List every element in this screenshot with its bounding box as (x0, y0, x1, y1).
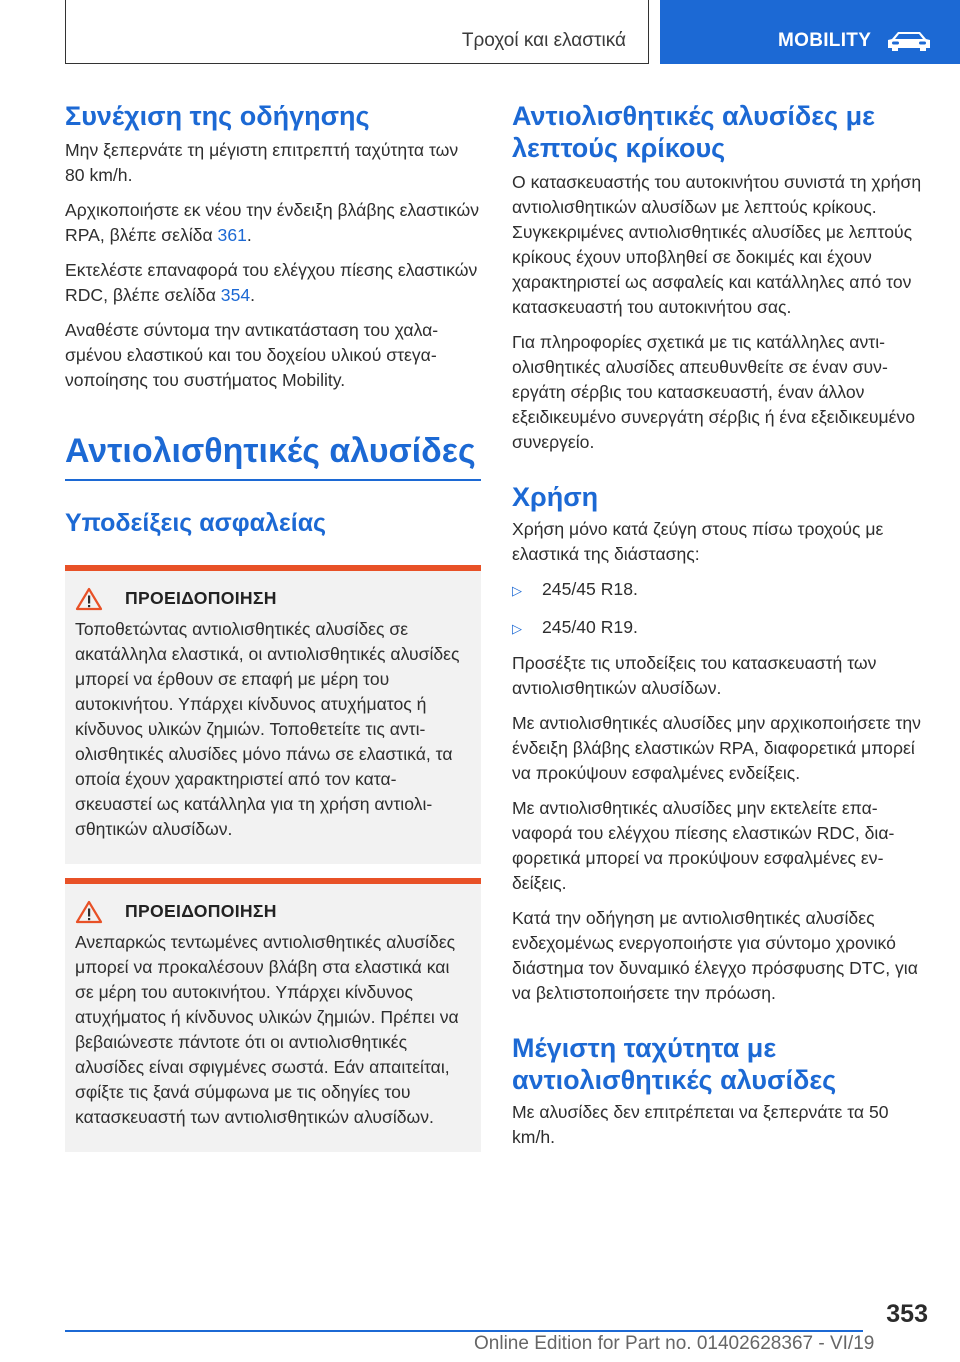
warning-title: ΠΡΟΕΙΔΟΠΟΙΗΣΗ (125, 901, 277, 921)
header-section-tab (65, 0, 649, 64)
section-title: Τροχοί και ελαστικά (461, 30, 626, 51)
paragraph: Ο κατασκευαστής του αυτοκινήτου συνιστά τη χρήση αντιολισθητικών αλυσίδων με λεπτούς κρίκους. Συγκεκριμένες αντιολισθητικές αλυσίδες με λεπτούς κρίκους έχουν υποβληθεί σε δοκιμές και έχουν χαρακτηριστεί ως ασφαλείς και κατάλληλες από τον κατασκευαστή του αυτοκινήτου σας. (512, 172, 922, 317)
warning-icon (75, 587, 103, 611)
paragraph: Προσέξτε τις υποδείξεις του κατασκευαστή των αντιολισθητικών αλυσίδων. (512, 653, 877, 698)
paragraph: Κατά την οδήγηση με αντιολισθητικές αλυσίδες ενδεχομένως ενεργοποιήστε για σύντομο χρονικό διάστημα τον δυναμικό έλεγχο πρόσφυσης DTC, για να βελτιστοποιήσετε την πρόωση. (512, 908, 918, 1003)
warning-icon (75, 900, 103, 924)
paragraph: Με αντιολισθητικές αλυσίδες μην αρχικοποιήσετε την ένδειξη βλάβης ελαστικών RPA, διαφορετικά μπορεί να προκύψουν εσφαλμένες ενδείξεις. (512, 713, 921, 783)
paragraph: Μην ξεπερνάτε τη μέγιστη επιτρεπτή ταχύτητα των 80 km/h. (65, 140, 459, 185)
heading-continue-driving: Συνέχιση της οδήγησης (65, 101, 370, 131)
heading-use: Χρήση (512, 482, 599, 512)
warning-text: Τοποθετώντας αντιολισθητικές αλυσίδες σε ακατάλληλα ελαστικά, οι αντιολισθητικές αλυσίδες μπορεί να έρθουν σε επαφή με μέρη του αυτοκινήτου. Υπάρχει κίνδυνος ατυχήματος ή κίνδυνος υλικών ζημιών. Τοποθετείτε τις αντιολισθητικές αλυσίδες μόνο πάνω σε ελαστικά, τα οποία έχουν χαρακτηριστεί από τον κατασκευαστεί ως κατάλληλα για τη χρήση αντιολισθητικών αλυσίδων. (75, 618, 460, 839)
paragraph: Με αλυσίδες δεν επιτρέπεται να ξεπερνάτε τα 50 km/h. (512, 1102, 889, 1147)
edition-note: Online Edition for Part no. 01402628367 - VI/19 (474, 1333, 875, 1354)
paragraph: Χρήση μόνο κατά ζεύγη στους πίσω τροχούς με ελαστικά της διάστασης: (512, 519, 884, 564)
warning-title: ΠΡΟΕΙΔΟΠΟΙΗΣΗ (125, 588, 277, 608)
heading-max-speed: Μέγιστη ταχύτητα με αντιολισθητικές αλυσίδες (512, 1033, 837, 1095)
paragraph: Αναθέστε σύντομα την αντικατάσταση του χαλασμένου ελαστικού και του δοχείου υλικού στεγανοποίησης του συστήματος Mobility. (65, 320, 439, 390)
left-column (65, 100, 481, 1152)
bullet-triangle-icon: ▷ (512, 621, 522, 636)
right-column (512, 100, 928, 1150)
tire-size-list (512, 577, 928, 641)
paragraph: Για πληροφορίες σχετικά με τις κατάλληλες αντιολισθητικές αλυσίδες απευθυνθείτε σε έναν συνεργάτη σέρβις του κατασκευαστή, έναν άλλον εξειδικευμένο συνεργάτη σέρβις ή ένα εξειδικευμένο συνεργείο. (512, 332, 916, 452)
car-icon (886, 30, 932, 52)
page-link-361[interactable]: 361 (217, 225, 247, 245)
warning-box (65, 565, 481, 864)
paragraph-rdc: Εκτελέστε επαναφορά του ελέγχου πίεσης ελαστικών RDC, βλέπε σελίδα 354. (65, 260, 478, 305)
heading-snow-chains: Αντιολισθητικές αλυσίδες (65, 432, 476, 470)
chapter-tab[interactable] (660, 0, 960, 64)
warning-box (65, 878, 481, 1152)
warning-text: Ανεπαρκώς τεντωμένες αντιολισθητικές αλυσίδες μπορεί να προκαλέσουν βλάβη στα ελαστικά και σε μέρη του αυτοκινήτου. Υπάρχει κίνδυνος ατυχήματος ή κίνδυνος υλικών ζημιών. Πρέπει να βεβαιώνεστε πάντοτε ότι οι αντιολισθητικές αλυσίδες είναι σφιγμένες σωστά. Εάν απαιτείται, σφίξτε τις ξανά σύμφωνα με τις οδηγίες του κατασκευαστή των αντιολισθητικών αλυσίδων. (75, 931, 459, 1127)
heading-thin-link-chains: Αντιολισθητικές αλυσίδες με λεπτούς κρίκους (512, 101, 875, 163)
footer-divider (65, 1330, 863, 1332)
paragraph-rpa: Αρχικοποιήστε εκ νέου την ένδειξη βλάβης ελαστικών RPA, βλέπε σελίδα 361. (65, 200, 480, 245)
page-link-354[interactable]: 354 (220, 285, 251, 305)
chapter-label: MOBILITY (778, 30, 872, 51)
bullet-triangle-icon: ▷ (512, 583, 522, 598)
list-item: ▷ 245/40 R19. (512, 615, 928, 641)
heading-safety-notes: Υποδείξεις ασφαλείας (65, 508, 327, 537)
paragraph: Με αντιολισθητικές αλυσίδες μην εκτελείτε επαναφορά του ελέγχου πίεσης ελαστικών RDC, διαφορετικά μπορεί να προκύψουν εσφαλμένες ενδείξεις. (512, 798, 895, 893)
divider (65, 479, 481, 481)
page-number: 353 (886, 1300, 928, 1328)
list-item: ▷ 245/45 R18. (512, 577, 928, 603)
